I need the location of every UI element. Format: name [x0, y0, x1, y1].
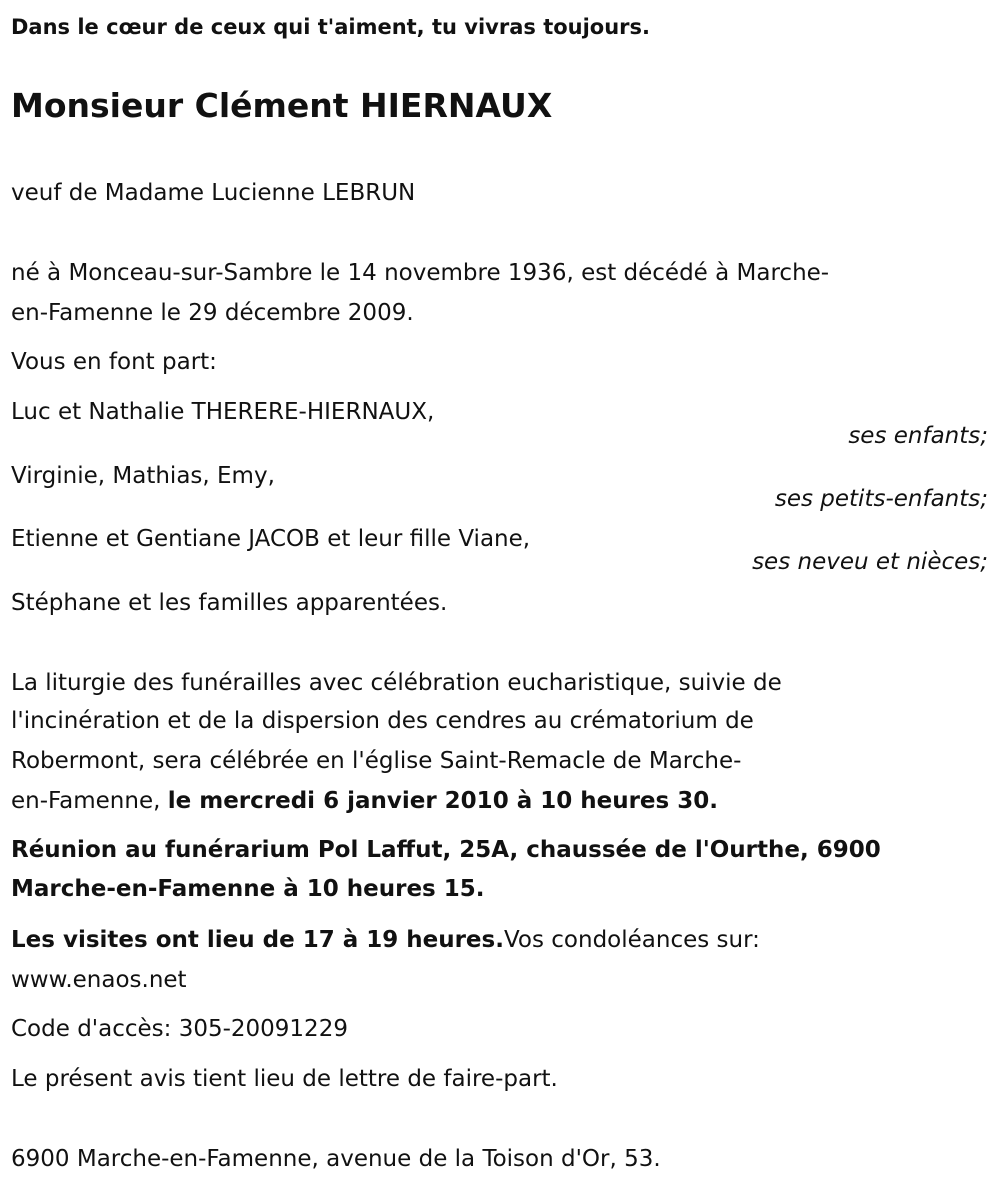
deceased-name: Monsieur Clément HIERNAUX — [11, 86, 553, 125]
liturgy-line-4-text: en-Famenne, — [11, 788, 168, 814]
widower-line: veuf de Madame Lucienne LEBRUN — [11, 180, 416, 206]
address: 6900 Marche-en-Famenne, avenue de la Toison d'Or, 53. — [11, 1146, 661, 1172]
notice: Le présent avis tient lieu de lettre de faire-part. — [11, 1066, 558, 1092]
family-relation-grandchildren: ses petits-enfants; — [774, 486, 988, 512]
family-relation-nephew: ses neveu et nièces; — [752, 549, 988, 575]
website-link[interactable]: www.enaos.net — [11, 967, 187, 993]
access-code: Code d'accès: 305-20091229 — [11, 1016, 348, 1042]
liturgy-line-4 — [11, 786, 718, 816]
meeting-line-2: Marche-en-Famenne à 10 heures 15. — [11, 876, 485, 902]
condolences: Vos condoléances sur: — [503, 927, 760, 953]
meeting-line-1: Réunion au funérarium Pol Laffut, 25A, chaussée de l'Ourthe, 6900 — [11, 837, 881, 863]
announce: Vous en font part: — [11, 349, 217, 375]
family-names-grandchildren: Virginie, Mathias, Emy, — [11, 463, 275, 489]
liturgy-date: le mercredi 6 janvier 2010 à 10 heures 30. — [167, 788, 718, 814]
liturgy-line-1: La liturgie des funérailles avec célébration eucharistique, suivie de — [11, 670, 782, 696]
birth-death-line-2: en-Famenne le 29 décembre 2009. — [11, 300, 414, 326]
liturgy-line-2: l'incinération et de la dispersion des cendres au crématorium de — [11, 708, 754, 734]
motto: Dans le cœur de ceux qui t'aiment, tu vivras toujours. — [11, 15, 651, 39]
liturgy-line-3: Robermont, sera célébrée en l'église Saint-Remacle de Marche- — [11, 748, 742, 774]
birth-death-line-1: né à Monceau-sur-Sambre le 14 novembre 1936, est décédé à Marche- — [11, 260, 830, 286]
visits: Les visites ont lieu de 17 à 19 heures. — [11, 927, 504, 953]
family-names-others: Stéphane et les familles apparentées. — [11, 590, 448, 616]
family-relation-children: ses enfants; — [848, 423, 988, 449]
family-names-children: Luc et Nathalie THERERE-HIERNAUX, — [11, 399, 435, 425]
family-names-nephew: Etienne et Gentiane JACOB et leur fille Viane, — [11, 526, 531, 552]
